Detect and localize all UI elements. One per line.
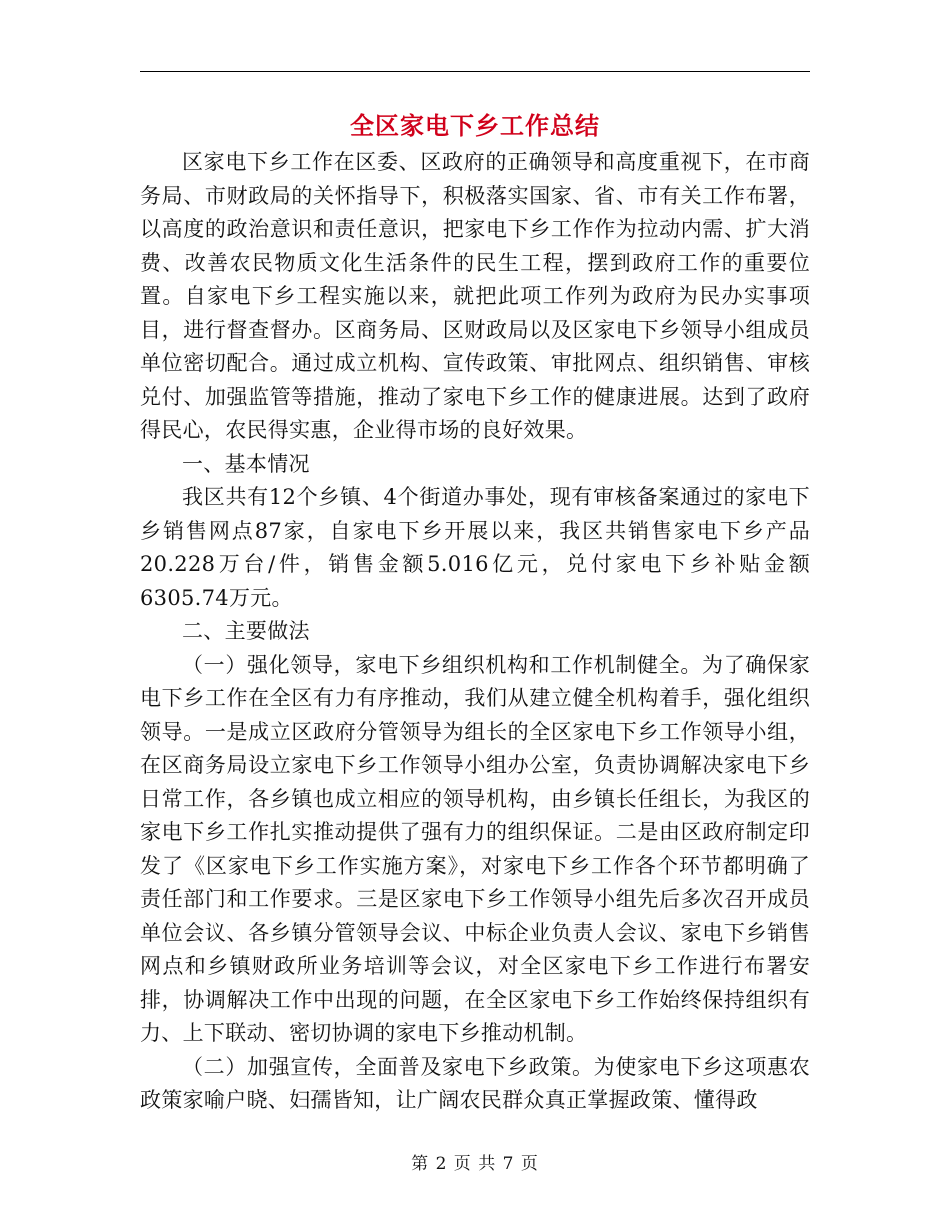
document-body xyxy=(140,146,810,1118)
paragraph-publicity: （二）加强宣传，全面普及家电下乡政策。为使家电下乡这项惠农政策家喻户晓、妇孺皆知，让广阔农民群众真正掌握政策、懂得政 xyxy=(140,1054,810,1112)
section-heading-main-practices: 二、主要做法 xyxy=(182,619,310,643)
paragraph-leadership: （一）强化领导，家电下乡组织机构和工作机制健全。为了确保家电下乡工作在全区有力有序推动，我们从建立健全机构着手，强化组织领导。一是成立区政府分管领导为组长的全区家电下乡工作领导小组，在区商务局设立家电下乡工作领导小组办公室，负责协调解决家电下乡日常工作，各乡镇也成立相应的领导机构，由乡镇长任组长，为我区的家电下乡工作扎实推动提供了强有力的组织保证。二是由区政府制定印发了《区家电下乡工作实施方案》，对家电下乡工作各个环节都明确了责任部门和工作要求。三是区家电下乡工作领导小组先后多次召开成员单位会议、各乡镇分管领导会议、中标企业负责人会议、家电下乡销售网点和乡镇财政所业务培训等会议，对全区家电下乡工作进行布署安排，协调解决工作中出现的问题，在全区家电下乡工作始终保持组织有力、上下联动、密切协调的家电下乡推动机制。 xyxy=(140,652,810,1045)
page-footer: 第 2 页 共 7 页 xyxy=(411,1154,539,1174)
document-title: 全区家电下乡工作总结 xyxy=(350,111,600,140)
paragraph-intro: 区家电下乡工作在区委、区政府的正确领导和高度重视下，在市商务局、市财政局的关怀指导下，积极落实国家、省、市有关工作布署，以高度的政治意识和责任意识，把家电下乡工作作为拉动内需、扩大消费、改善农民物质文化生活条件的民生工程，摆到政府工作的重要位置。自家电下乡工程实施以来，就把此项工作列为政府为民办实事项目，进行督查督办。区商务局、区财政局以及区家电下乡领导小组成员单位密切配合。通过成立机构、宣传政策、审批网点、组织销售、审核兑付、加强监管等措施，推动了家电下乡工作的健康进展。达到了政府得民心，农民得实惠，企业得市场的良好效果。 xyxy=(140,150,810,442)
paragraph-basic-situation: 我区共有12个乡镇、4个街道办事处，现有审核备案通过的家电下乡销售网点87家，自家电下乡开展以来，我区共销售家电下乡产品20.228万台/件，销售金额5.016亿元，兑付家电下乡补贴金额6305.74万元。 xyxy=(140,485,810,610)
header-rule xyxy=(140,71,810,72)
section-heading-basic-situation: 一、基本情况 xyxy=(182,451,310,476)
